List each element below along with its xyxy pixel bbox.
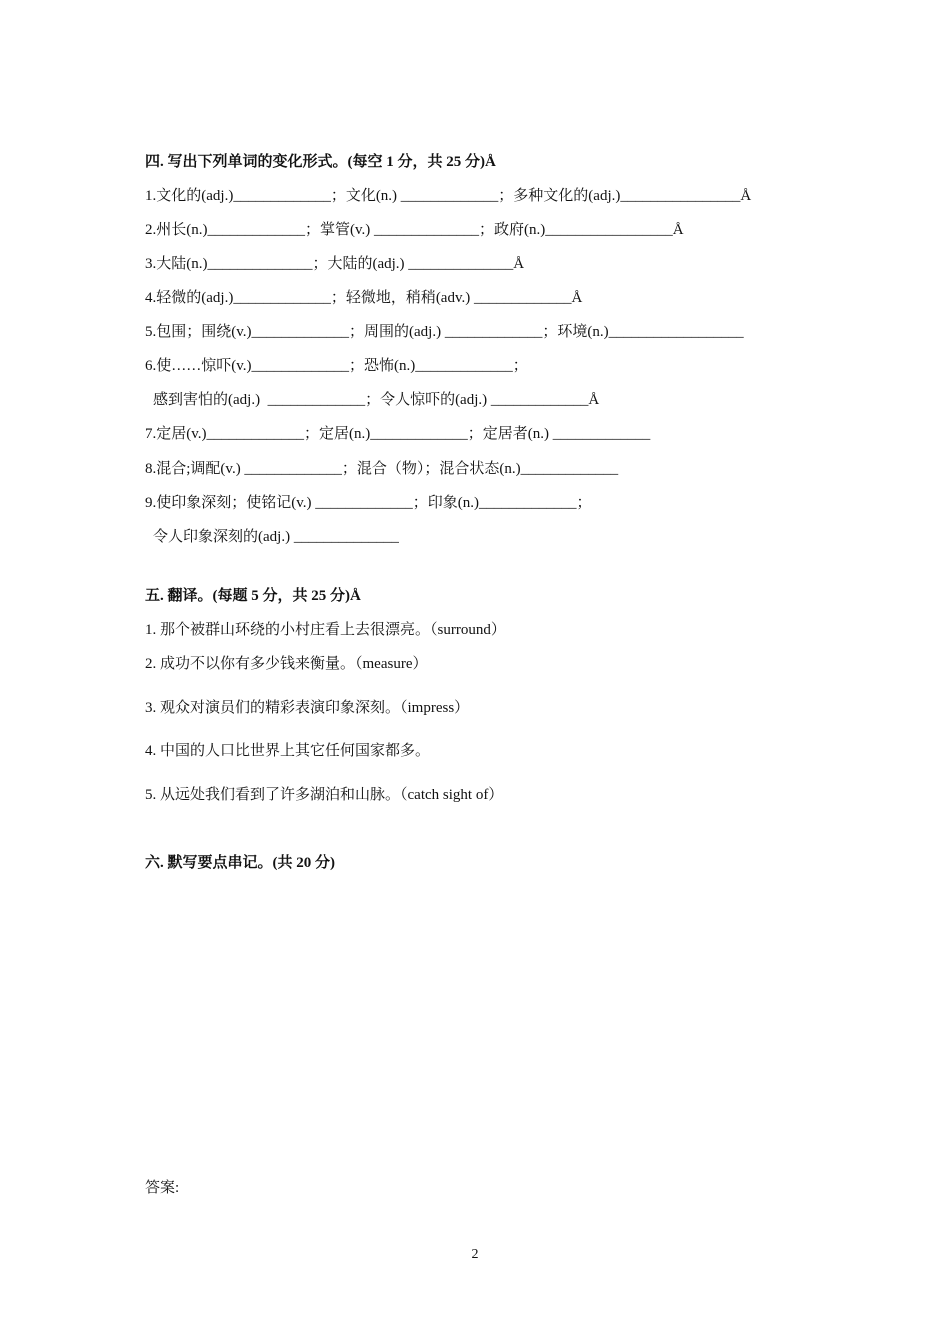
exercise-line-3: 3.大陆(n.)______________；大陆的(adj.) ______________Å xyxy=(145,256,525,272)
exercise-line-7: 7.定居(v.)_____________；定居(n.)_____________；定居者(n.) _____________ xyxy=(145,426,651,442)
translation-item-1: 1. 那个被群山环绕的小村庄看上去很漂亮。（surround） xyxy=(145,622,506,638)
translation-item-4: 4. 中国的人口比世界上其它任何国家都多。 xyxy=(145,743,431,759)
section4-heading: 四. 写出下列单词的变化形式。(每空 1 分，共 25 分)Å xyxy=(145,154,496,170)
translation-item-3: 3. 观众对演员们的精彩表演印象深刻。（impress） xyxy=(145,700,470,716)
exercise-line-9b: 令人印象深刻的(adj.) ______________ xyxy=(153,529,399,545)
exercise-line-2: 2.州长(n.)_____________；掌管(v.) ______________；政府(n.)_________________Å xyxy=(145,222,684,238)
translation-item-2: 2. 成功不以你有多少钱来衡量。（measure） xyxy=(145,656,428,672)
exercise-line-9: 9.使印象深刻；使铭记(v.) _____________；印象(n.)_____________； xyxy=(145,495,592,511)
section5-heading: 五. 翻译。(每题 5 分，共 25 分)Å xyxy=(145,588,361,604)
exercise-line-4: 4.轻微的(adj.)_____________；轻微地，稍稍(adv.) _____________Å xyxy=(145,290,583,306)
exercise-line-5: 5.包围；围绕(v.)_____________；周围的(adj.) _____________；环境(n.)__________________ xyxy=(145,324,744,340)
exercise-line-6b: 感到害怕的(adj.) _____________；令人惊吓的(adj.) _____________Å xyxy=(153,392,600,408)
page-number: 2 xyxy=(471,1247,479,1262)
translation-item-5: 5. 从远处我们看到了许多湖泊和山脉。（catch sight of） xyxy=(145,787,504,803)
exercise-line-8: 8.混合;调配(v.) _____________；混合（物）；混合状态(n.)_____________ xyxy=(145,461,619,477)
exercise-line-6: 6.使……惊吓(v.)_____________；恐怖(n.)_____________； xyxy=(145,358,528,374)
exercise-line-1: 1.文化的(adj.)_____________；文化(n.) _____________；多种文化的(adj.)________________Å xyxy=(145,188,752,204)
section6-heading: 六. 默写要点串记。(共 20 分) xyxy=(145,855,335,871)
answer-label: 答案: xyxy=(145,1180,180,1196)
